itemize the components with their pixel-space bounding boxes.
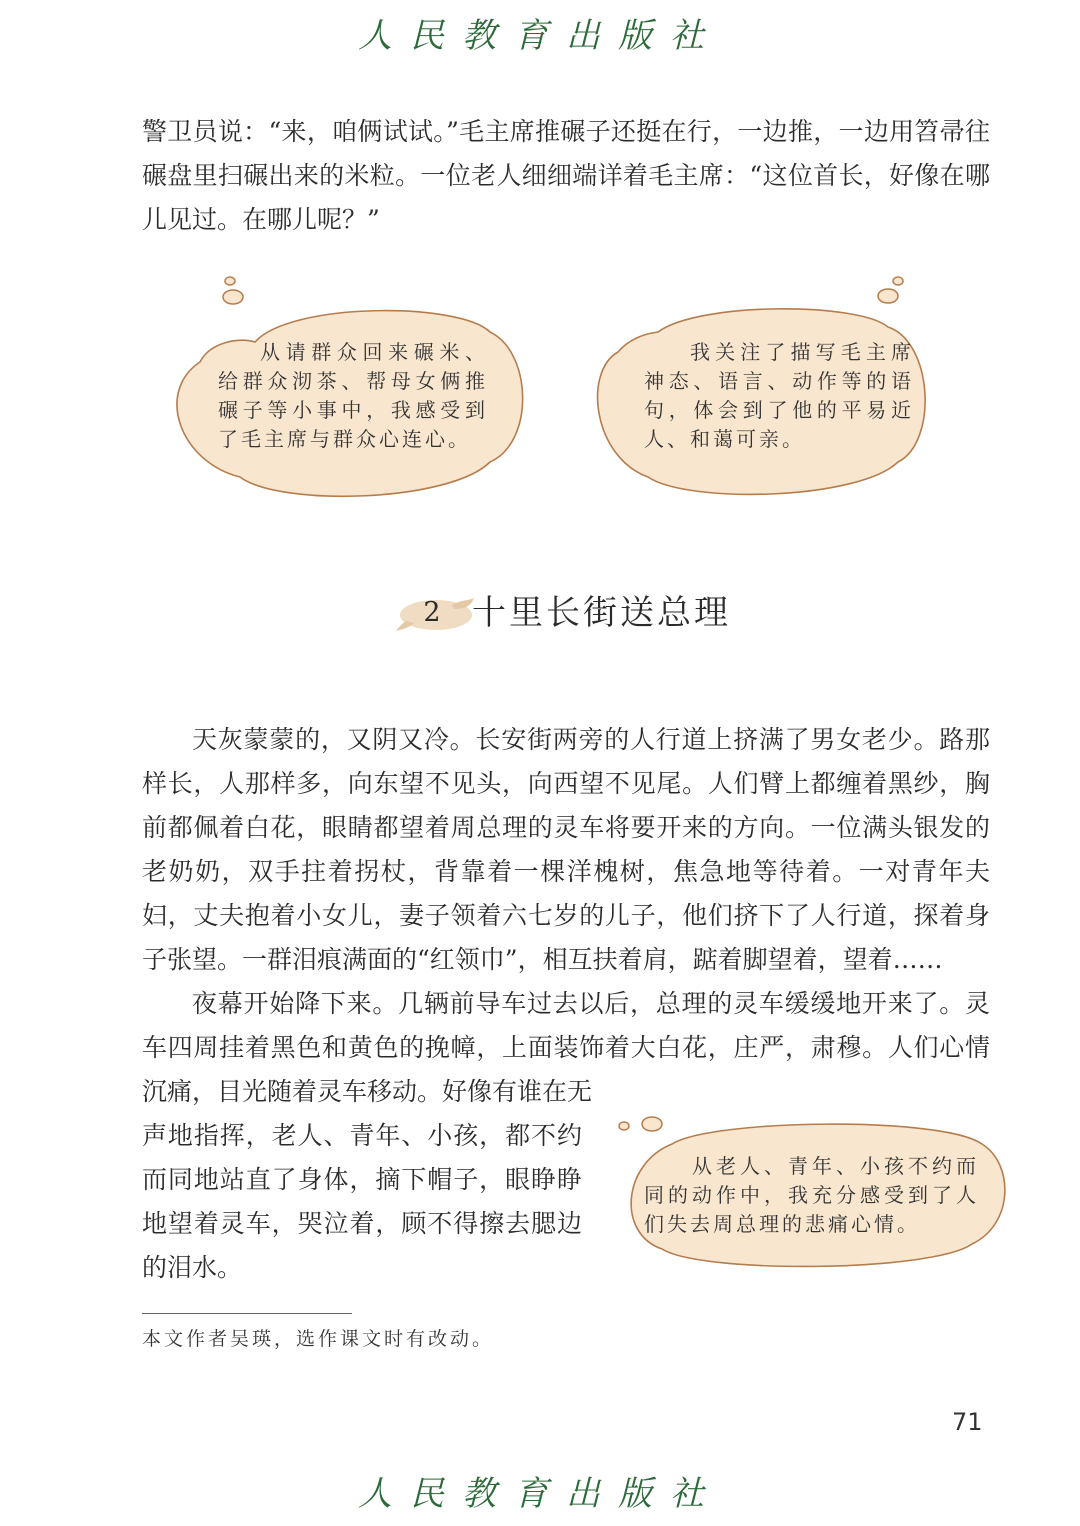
publisher-logo-top: 人民教育出版社 (358, 16, 722, 56)
thought-bubble-left (160, 272, 530, 512)
publisher-logo-bottom: 人民教育出版社 (358, 1474, 722, 1514)
body-paragraph-1: 天灰蒙蒙的，又阴又冷。长安街两旁的人行道上挤满了男女老少。路那样长，人那样多，向东望不见头，向西望不见尾。人们臂上都缠着黑纱，胸前都佩着白花，眼睛都望着周总理的灵车将要开来的方向。一位满头银发的老奶奶，双手拄着拐杖，背靠着一棵洋槐树，焦急地等待着。一对青年夫妇，丈夫抱着小女儿，妻子领着六七岁的儿子，他们挤下了人行道，探着身子张望。一群泪痕满面的“红领巾”，相互扶着肩，踮着脚望着，望着…… (142, 725, 990, 974)
body-paragraph-3: 声地指挥，老人、青年、小孩，都不约而同地站直了身体，摘下帽子，眼睁睁地望着灵车，哭泣着，顾不得擦去腮边的泪水。 (142, 1121, 582, 1282)
page-number: 71 (952, 1408, 983, 1436)
section-title: 十里长街送总理 (472, 593, 731, 633)
thought-bubble-right-text: 我关注了描写毛主席神态、语言、动作等的语句，体会到了他的平易近人、和蔼可亲。 (644, 340, 914, 451)
thought-bubble-lower (612, 1114, 1012, 1274)
section-heading (390, 585, 810, 645)
thought-bubble-left-text: 从请群众回来碾米、给群众沏茶、帮母女俩推碾子等小事中，我感受到了毛主席与群众心连心。 (218, 340, 488, 451)
footnote-divider (142, 1313, 352, 1314)
intro-paragraph: 警卫员说：“来，咱俩试试。”毛主席推碾子还挺在行，一边推，一边用笤帚往碾盘里扫碾出来的米粒。一位老人细细端详着毛主席：“这位首长，好像在哪儿见过。在哪儿呢？” (142, 117, 990, 234)
thought-bubble-lower-text: 从老人、青年、小孩不约而同的动作中，我充分感受到了人们失去周总理的悲痛心情。 (644, 1154, 979, 1236)
footnote: 本文作者吴瑛，选作课文时有改动。 (142, 1328, 495, 1350)
body-paragraph-2: 夜幕开始降下来。几辆前导车过去以后，总理的灵车缓缓地开来了。灵车四周挂着黑色和黄色的挽幛，上面装饰着大白花，庄严，肃穆。人们心情沉痛，目光随着灵车移动。好像有谁在无 (142, 989, 990, 1106)
thought-bubble-right (588, 272, 938, 512)
section-number: 2 (423, 597, 441, 628)
